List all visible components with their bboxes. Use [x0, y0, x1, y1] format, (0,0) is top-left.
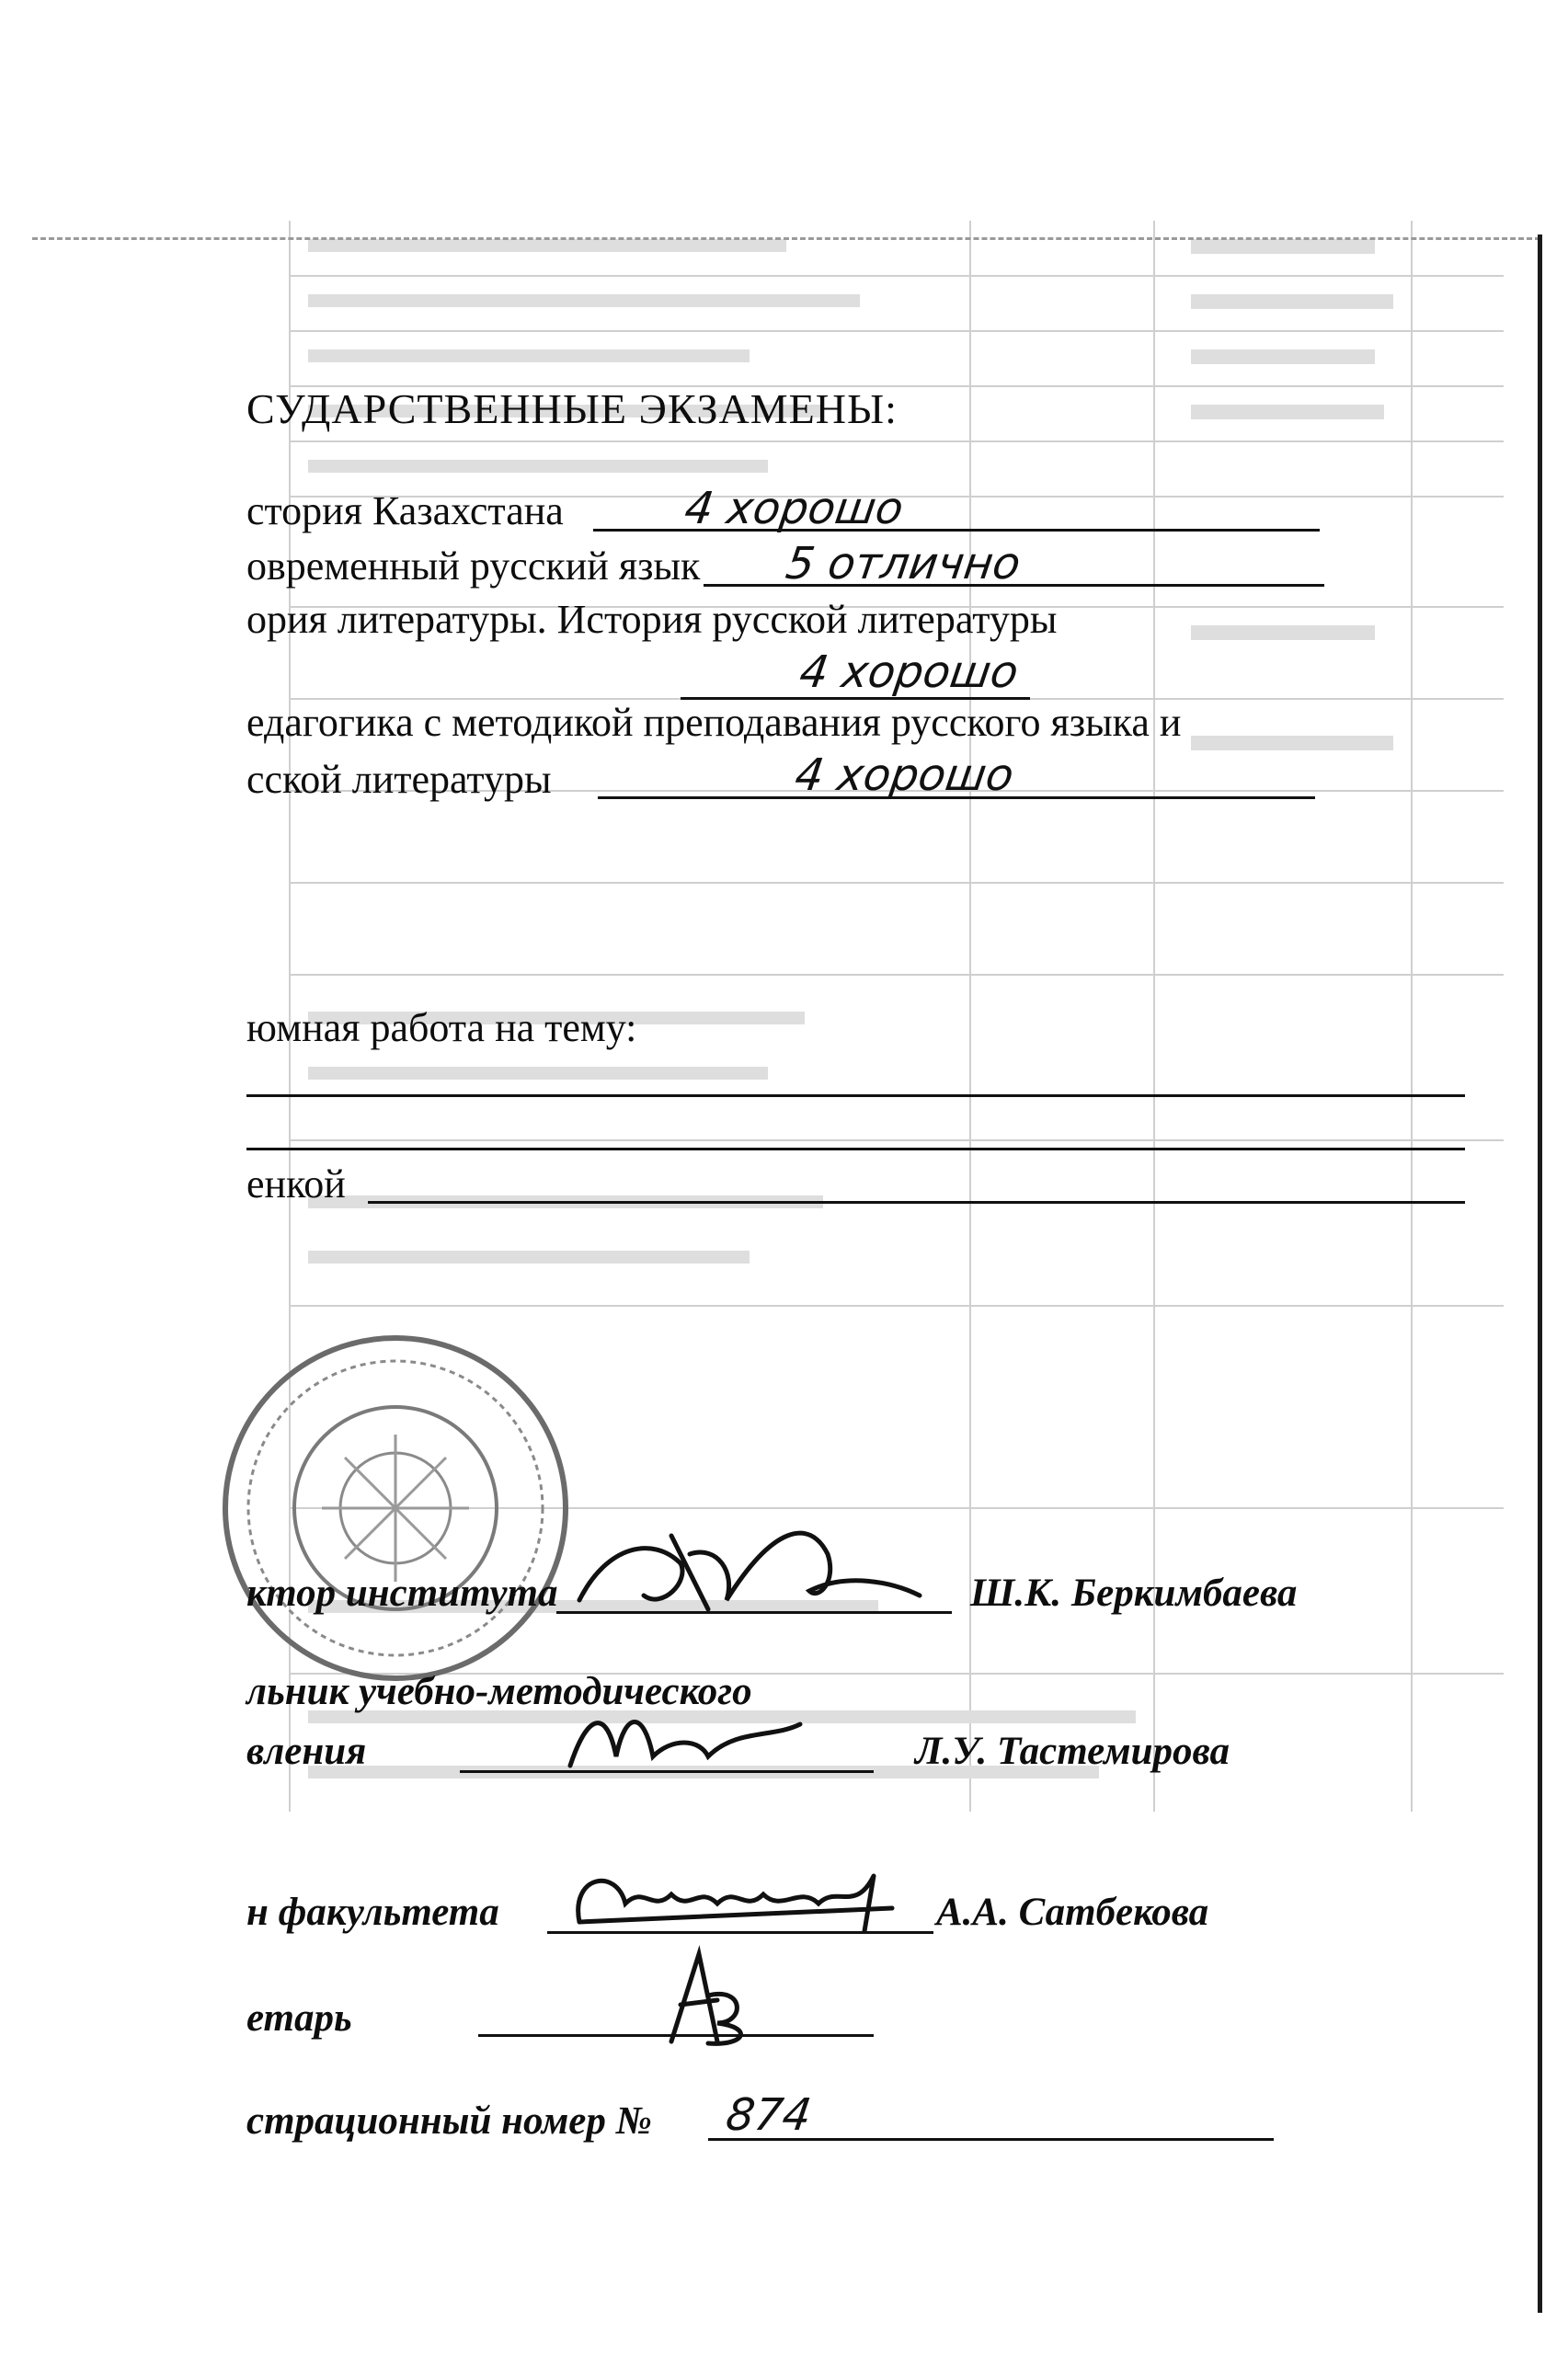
- exam-label: овременный русский язык: [246, 543, 701, 589]
- signatory-role: н факультета: [246, 1891, 499, 1934]
- exam-grade: 4 хорошо: [792, 749, 1017, 801]
- signatory-role: етарь: [246, 1996, 352, 2040]
- top-dashed-line: [32, 237, 1540, 240]
- exam-grade: 4 хорошо: [796, 646, 1022, 698]
- exam-grade: 4 хорошо: [681, 483, 907, 534]
- signatory-name: А.А. Сатбекова: [936, 1891, 1209, 1934]
- exam-label: ория литературы. История русской литературы: [246, 597, 1058, 642]
- secretary-signature: [616, 1940, 763, 2051]
- registration-number: 874: [723, 2089, 815, 2141]
- thesis-topic-label: юмная работа на тему:: [246, 1005, 637, 1050]
- exam-label-line1: едагогика с методикой преподавания русского языка и: [246, 700, 1182, 745]
- exams-heading: СУДАРСТВЕННЫЕ ЭКЗАМЕНЫ:: [246, 385, 898, 432]
- signatory-role: ктор института: [246, 1572, 558, 1615]
- thesis-grade-label: енкой: [246, 1161, 346, 1207]
- signatory-name: Л.У. Тастемирова: [915, 1730, 1230, 1773]
- page-edge-line: [1538, 234, 1542, 2313]
- registration-label: страционный номер №: [246, 2099, 652, 2143]
- signatory-role-line2: вления: [246, 1730, 367, 1773]
- head-signature: [552, 1692, 809, 1793]
- director-signature: [552, 1508, 938, 1628]
- thesis-grade-underline: [368, 1201, 1465, 1204]
- round-seal: [212, 1324, 579, 1692]
- signatory-name: Ш.К. Беркимбаева: [970, 1572, 1298, 1615]
- exam-grade: 5 отлично: [783, 538, 1024, 589]
- dean-signature: [561, 1858, 947, 1950]
- thesis-topic-underline: [246, 1094, 1465, 1097]
- exam-label: стория Казахстана: [246, 488, 564, 533]
- exam-label-line2: сской литературы: [246, 757, 552, 802]
- signatory-role-line1: льник учебно-методического: [246, 1670, 752, 1713]
- thesis-topic-underline: [246, 1148, 1465, 1150]
